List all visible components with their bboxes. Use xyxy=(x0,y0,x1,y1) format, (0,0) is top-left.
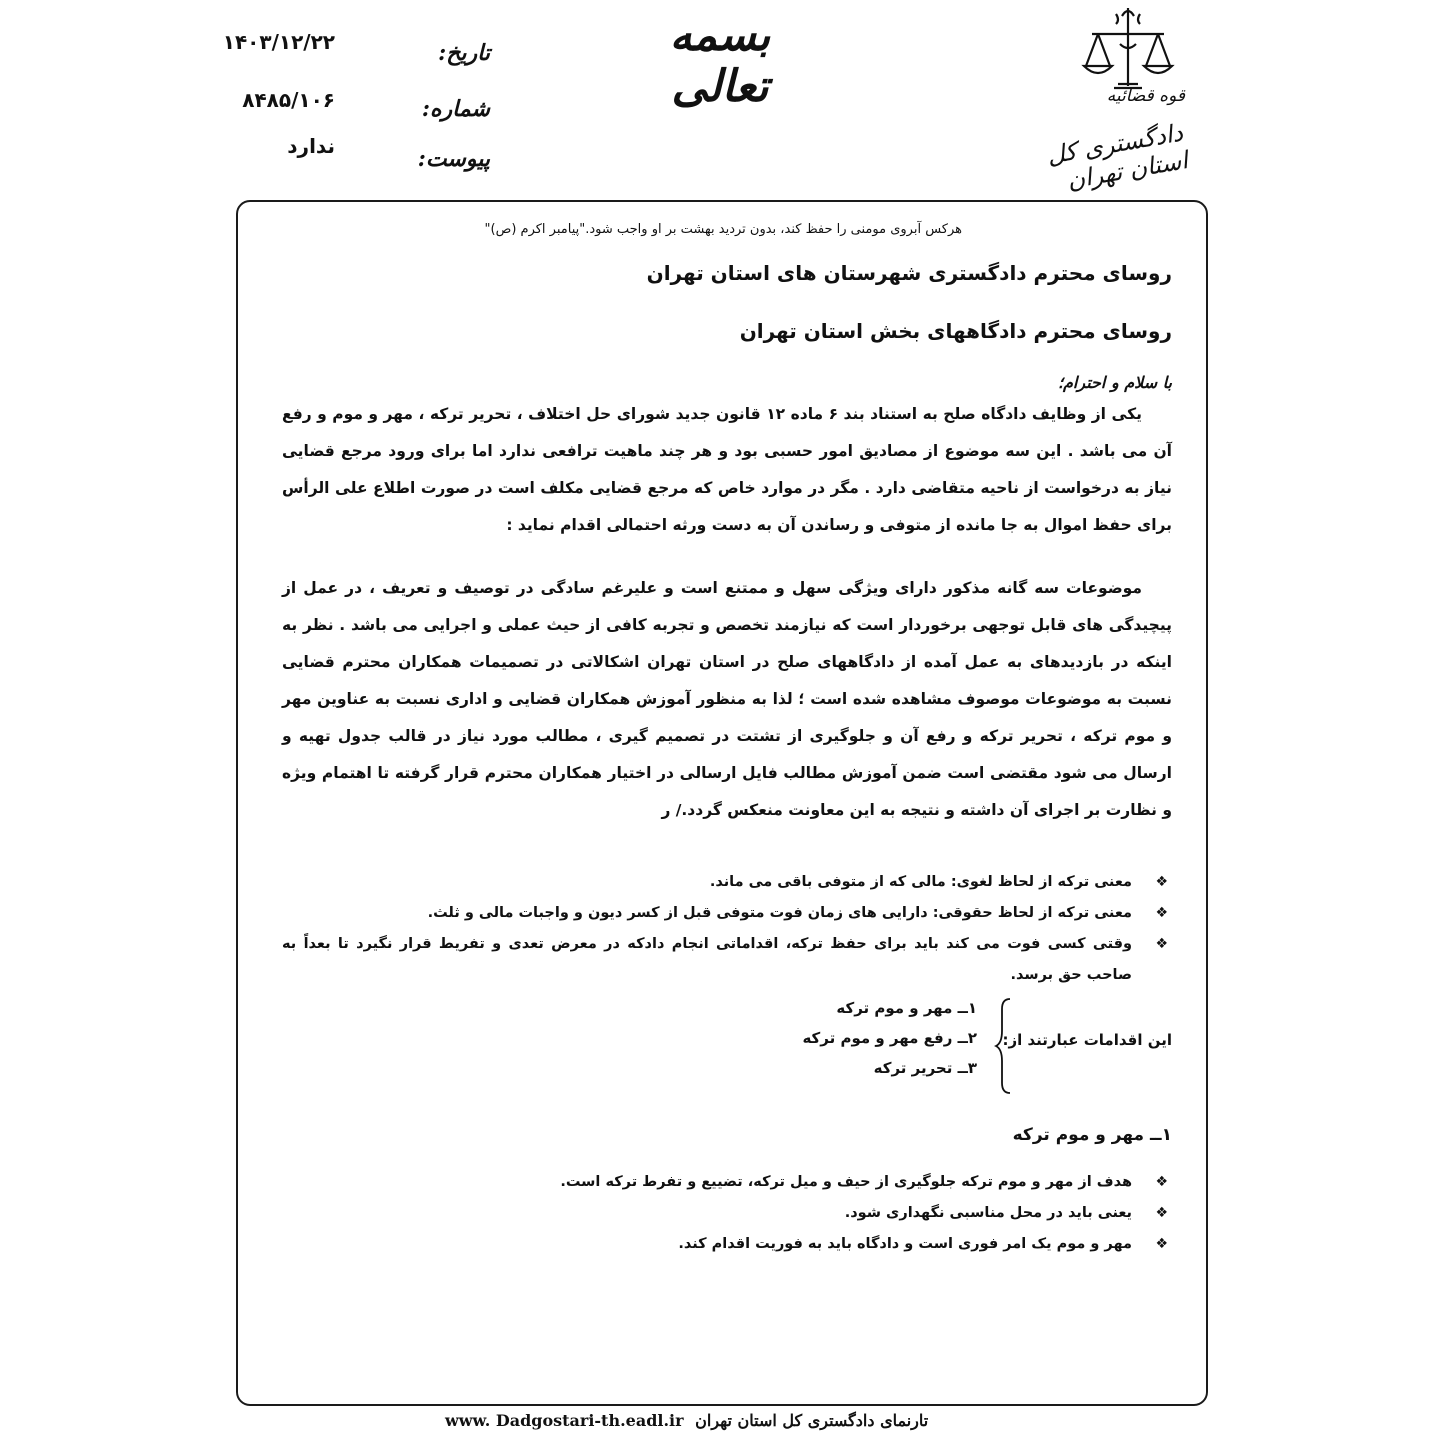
date-label: تاریخ: xyxy=(438,40,490,66)
attachment-label: پیوست: xyxy=(417,146,490,172)
section-1-list xyxy=(282,1167,1172,1260)
addressee-1: روسای محترم دادگستری شهرستان های استان تهران xyxy=(646,261,1172,285)
hadith-quote: هرکس آبروی مومنی را حفظ کند، بدون تردید بهشت بر او واجب شود."پیامبر اکرم (ص)" xyxy=(484,222,962,237)
list-item: ۱ــ مهر و موم ترکه xyxy=(836,999,977,1017)
list-item: ❖ وقتی کسی فوت می کند باید برای حفظ ترکه، اقداماتی انجام دادکه در معرض تعدی و تفریط قرار نگیرد تا بعداً به صاحب حق برسد. xyxy=(282,929,1172,991)
list-item: ❖ یعنی باید در محل مناسبی نگهداری شود. xyxy=(282,1198,1172,1229)
paragraph-2: موضوعات سه گانه مذکور دارای ویژگی سهل و ممتنع است و علیرغم سادگی در توصیف و تعریف ، در عمل از پیچیدگی های قابل توجهی برخوردار است که نیازمند تخصص و تجربه کافی از حیث عملی و اجرایی می باشد . نظر به اینکه در بازدیدهای به عمل آمده از دادگاههای صلح در استان تهران اشکالاتی در تصمیمات همکاران محترم قضایی نسبت به موضوعات موصوف مشاهده شده است ؛ لذا به منظور آموزش همکاران قضایی و اداری نسبت به عناوین مهر و موم ترکه ، تحریر ترکه و رفع آن و جلوگیری از تشتت در تصمیم گیری ، مطالب مورد نیاز در قالب جدول تهیه و ارسال می شود مقتضی است ضمن آموزش مطالب فایل ارسالی در اختیار همکاران محترم قرار گرفته تا اهتمام ویژه و نظارت بر اجرای آن داشته و نتیجه به این معاونت منعکس گردد./ ر xyxy=(282,579,1172,819)
section-1-title: ۱ــ مهر و موم ترکه xyxy=(1012,1125,1172,1145)
list-item: ۲ــ رفع مهر و موم ترکه xyxy=(802,1029,977,1047)
scales-of-justice-emblem-icon xyxy=(1078,4,1178,96)
list-item: ❖ هدف از مهر و موم ترکه جلوگیری از حیف و میل ترکه، تضییع و تفرط ترکه است. xyxy=(282,1167,1172,1198)
footer-url: www. Dadgostari-th.eadl.ir xyxy=(445,1411,684,1430)
actions-block xyxy=(282,993,1172,1103)
org-name: دادگستری کل استان تهران xyxy=(1044,118,1190,195)
bullet-icon: ❖ xyxy=(1155,1174,1168,1190)
list-item: ❖ مهر و موم یک امر فوری است و دادگاه باید به فوریت اقدام کند. xyxy=(282,1229,1172,1260)
definitions-list xyxy=(282,867,1172,991)
footer xyxy=(445,1411,1005,1430)
number-label: شماره: xyxy=(421,96,490,122)
list-item: ۳ــ تحریر ترکه xyxy=(873,1059,977,1077)
list-item: ❖ معنی ترکه از لحاظ حقوقی: دارایی های زمان فوت متوفی قبل از کسر دیون و واجبات مالی و ثلث. xyxy=(282,898,1172,929)
bullet-icon: ❖ xyxy=(1155,936,1168,952)
bullet-icon: ❖ xyxy=(1155,874,1168,890)
paragraph-1: یکی از وظایف دادگاه صلح به استناد بند ۶ ماده ۱۲ قانون جدید شورای حل اختلاف ، تحریر ترکه ، مهر و موم و رفع آن می باشد . این سه موضوع از مصادیق امور حسبی بود و هر چند ماهیت ترافعی ندارد اما برای ورود مرجع قضایی نیاز به درخواست از ناحیه متقاضی دارد . مگر در موارد خاص که مرجع قضایی مکلف است در صورت اطلاع علی الرأس برای حفظ اموال به جا مانده از متوفی و رساندن آن به دست ورثه احتمالی اقدام نماید : xyxy=(282,405,1172,534)
date-value: ۱۴۰۳/۱۲/۲۲ xyxy=(222,30,335,54)
actions-label: این اقدامات عبارتند از: xyxy=(1002,1031,1172,1049)
footer-site-label: تارنمای دادگستری کل استان تهران xyxy=(695,1411,929,1430)
attachment-value: ندارد xyxy=(287,134,335,158)
bullet-icon: ❖ xyxy=(1155,1236,1168,1252)
brace-icon xyxy=(994,997,1014,1095)
list-item: ❖ معنی ترکه از لحاظ لغوی: مالی که از متوفی باقی می ماند. xyxy=(282,867,1172,898)
actions-list xyxy=(802,993,977,1083)
letter-body xyxy=(282,222,1172,1260)
bullet-icon: ❖ xyxy=(1155,905,1168,921)
addressee-2: روسای محترم دادگاههای بخش استان تهران xyxy=(739,319,1172,343)
bismillah-calligraphy: بسمه تعالی xyxy=(669,10,771,112)
number-value: ۸۴۸۵/۱۰۶ xyxy=(242,88,335,112)
bullet-icon: ❖ xyxy=(1155,1205,1168,1221)
org-subtitle: قوه قضائیه xyxy=(1106,86,1185,106)
salutation: با سلام و احترام؛ xyxy=(1057,373,1172,392)
